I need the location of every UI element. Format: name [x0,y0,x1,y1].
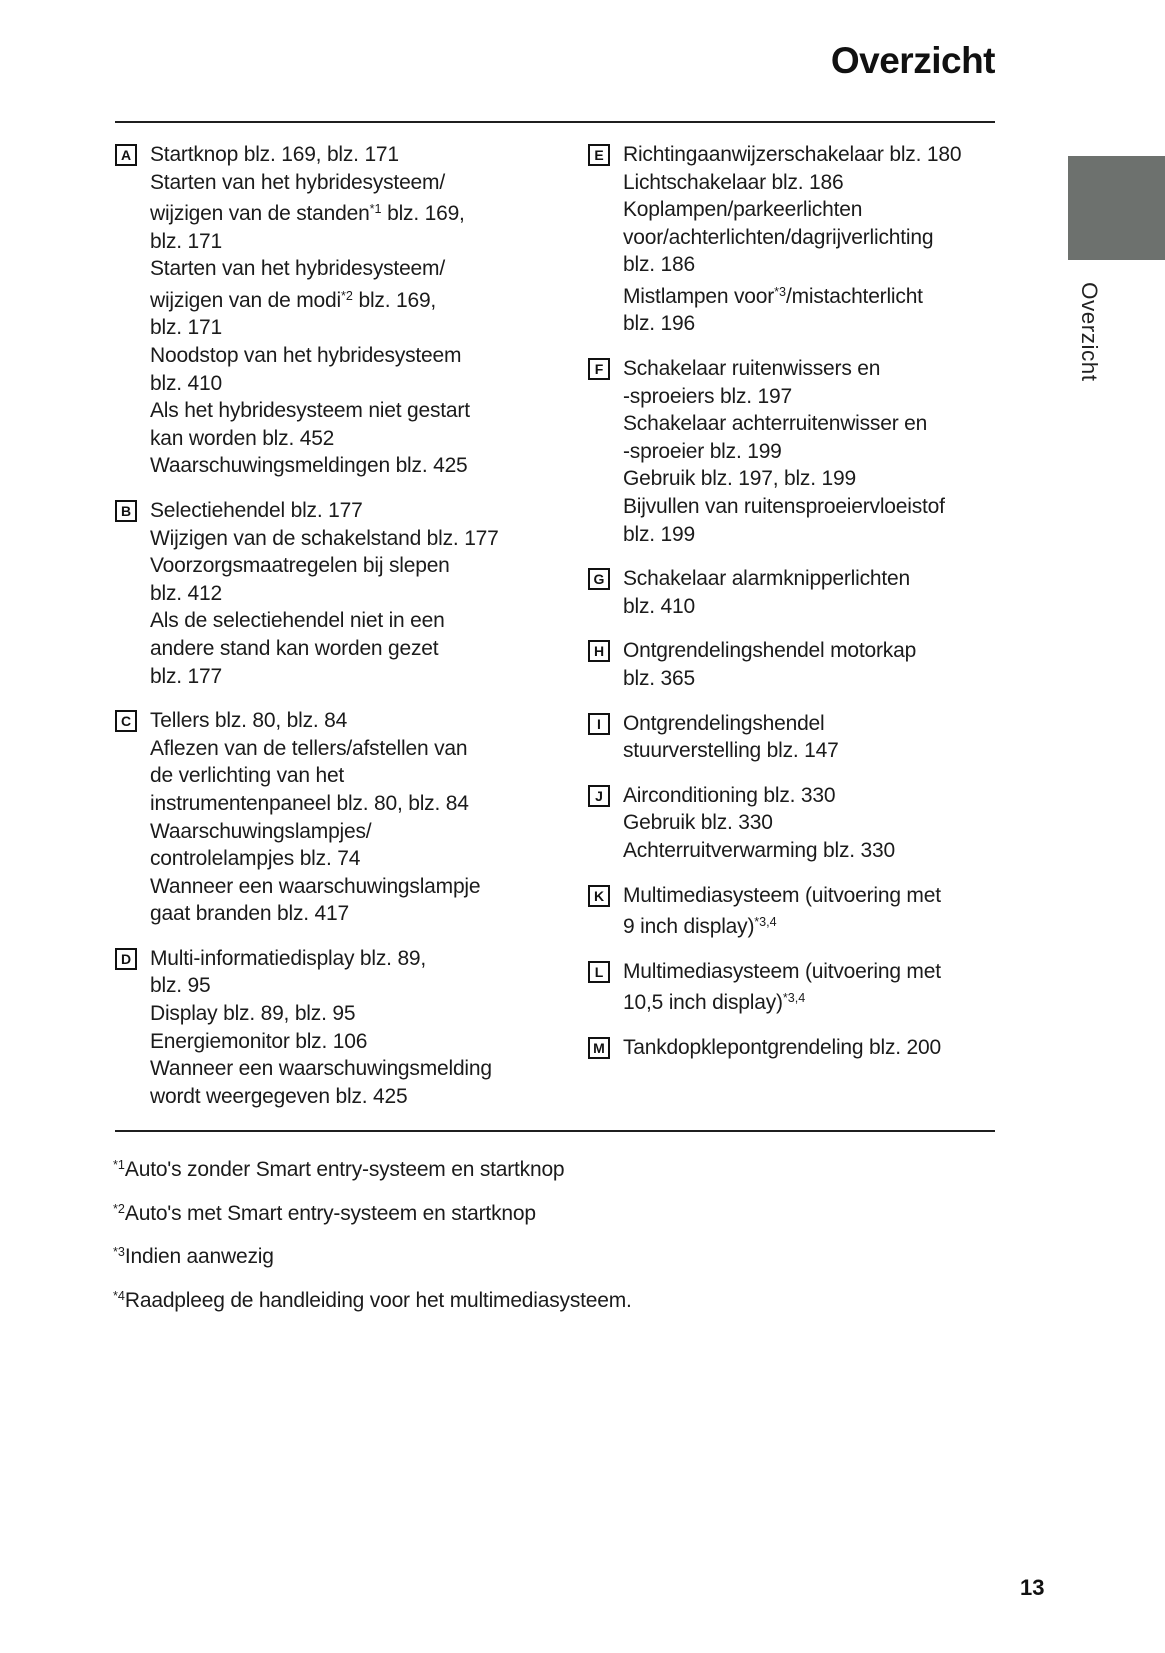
item-letter-badge: M [588,1037,610,1059]
footnote-marker: *4 [113,1288,125,1303]
text-line: Energiemonitor blz. 106 [150,1029,368,1053]
item-letter-badge: J [588,785,610,807]
text-line: blz. 186 [623,253,695,277]
footnote-text: Indien aanwezig [124,1244,274,1268]
item-text [623,637,995,692]
text-line: gaat branden blz. 417 [150,902,349,926]
item-letter-badge: A [115,144,137,166]
item-text [150,945,560,1111]
text-line: Selectiehendel blz. 177 [150,498,363,522]
text-line: Starten van het hybridesysteem/ [150,257,445,281]
overview-item-E [588,141,995,338]
text-line: blz. 410 [150,371,222,395]
text-line: Tellers blz. 80, blz. 84 [150,709,348,733]
text-line: Multi-informatiedisplay blz. 89, [150,946,427,970]
item-letter-badge: D [115,948,137,970]
overview-item-F [588,355,995,548]
text-line: Lichtschakelaar blz. 186 [623,170,844,194]
item-text [150,707,560,928]
text-line: blz. 171 [150,229,222,253]
column-left [115,141,560,1127]
item-letter-badge: I [588,713,610,735]
footnote [113,1283,632,1315]
item-text [623,710,995,765]
footnotes [113,1152,632,1326]
footnote-ref: *3 [774,284,786,299]
text-line: Schakelaar alarmknipperlichten [623,567,910,591]
text-line: blz. 412 [150,581,222,605]
page-number: 13 [1020,1575,1045,1600]
text-line: blz. 177 [150,664,222,688]
text-line: blz. 199 [623,522,695,546]
footnote-ref: *3,4 [782,991,806,1006]
item-text [623,958,995,1017]
item-letter-badge: E [588,144,610,166]
item-text [623,882,995,941]
overview-item-H [588,637,995,692]
text-line: de verlichting van het [150,764,345,788]
text-line: Noodstop van het hybridesysteem [150,344,462,367]
overview-item-C [115,707,560,928]
column-right [588,141,995,1078]
footnote-rule [115,1130,995,1132]
footnote-marker: *2 [113,1201,125,1216]
text-line: Mistlampen voor$^{*3}$/mistachterlicht [623,284,923,308]
text-line: Starten van het hybridesysteem/ [150,170,445,194]
text-line: Richtingaanwijzerschakelaar blz. 180 [623,143,962,166]
text-line: -sproeiers blz. 197 [623,384,792,408]
text-line: Als de selectiehendel niet in een [150,609,445,633]
item-letter-badge: C [115,710,137,732]
footnote [113,1196,632,1228]
page-title: Overzicht [830,40,995,81]
text-line: blz. 410 [623,594,695,618]
footnote-text: Raadpleeg de handleiding voor het multimediasysteem. [124,1288,632,1312]
text-line: blz. 171 [150,316,222,340]
text-line: instrumentenpaneel blz. 80, blz. 84 [150,791,469,815]
overview-item-A [115,141,560,480]
item-text [623,355,995,548]
text-line: 9 inch display)$^{*3,4}$ [623,915,777,939]
text-line: Schakelaar ruitenwissers en [623,357,881,381]
text-line: voor/achterlichten/dagrijverlichting [623,225,934,249]
item-text [623,141,995,338]
item-text [150,497,560,690]
text-line: wordt weergegeven blz. 425 [150,1084,408,1108]
text-line: Gebruik blz. 330 [623,811,773,835]
item-text [150,141,560,480]
footnote [113,1152,632,1184]
item-letter-badge: B [115,500,137,522]
item-letter-badge: G [588,568,610,590]
footnote-marker: *3 [113,1245,125,1260]
item-letter-badge: K [588,885,610,907]
text-line: Multimediasysteem (uitvoering met [623,959,941,983]
overview-item-D [115,945,560,1111]
text-line: blz. 196 [623,312,695,336]
text-line: Waarschuwingsmeldingen blz. 425 [150,454,468,478]
text-line: kan worden blz. 452 [150,426,335,450]
text-line: Airconditioning blz. 330 [623,783,836,807]
text-line: wijzigen van de modi$^{*2}$ blz. 169, [150,288,437,312]
text-line: 10,5 inch display)$^{*3,4}$ [623,991,806,1015]
text-line: Waarschuwingslampjes/ [150,819,372,843]
text-line: Bijvullen van ruitensproeiervloeistof [623,495,945,519]
text-line: Als het hybridesysteem niet gestart [150,399,470,423]
footnote [113,1239,632,1271]
item-letter-badge: H [588,640,610,662]
text-line: Display blz. 89, blz. 95 [150,1002,356,1026]
text-line: blz. 95 [150,974,211,998]
footnote-ref: *1 [369,202,382,217]
text-line: Startknop blz. 169, blz. 171 [150,143,399,166]
text-line: andere stand kan worden gezet [150,636,439,660]
overview-item-K [588,882,995,941]
item-text [623,565,995,620]
text-line: Gebruik blz. 197, blz. 199 [623,467,856,491]
text-line: controlelampjes blz. 74 [150,847,361,871]
footnote-ref: *2 [340,288,353,303]
text-line: Achterruitverwarming blz. 330 [623,838,895,862]
overview-item-I [588,710,995,765]
text-line: Wanneer een waarschuwingsmelding [150,1057,492,1081]
item-letter-badge: F [588,358,610,380]
overview-item-B [115,497,560,690]
item-letter-badge: L [588,961,610,983]
text-line: stuurverstelling blz. 147 [623,739,839,763]
overview-item-M [588,1034,995,1062]
title-rule [115,121,995,123]
footnote-ref: *3,4 [754,915,777,930]
item-text [623,1034,995,1062]
chapter-tab-label: Overzicht [1077,282,1102,382]
overview-item-J [588,782,995,865]
text-line: blz. 365 [623,667,695,691]
item-text [623,782,995,865]
text-line: Voorzorgsmaatregelen bij slepen [150,554,450,578]
text-line: Wanneer een waarschuwingslampje [150,874,481,898]
text-line: wijzigen van de standen$^{*1}$ blz. 169, [150,202,465,226]
text-line: Aflezen van de tellers/afstellen van [150,736,468,760]
footnote-text: Auto's zonder Smart entry-systeem en startknop [124,1157,565,1181]
footnote-marker: *1 [113,1158,125,1172]
text-line: Ontgrendelingshendel motorkap [623,639,917,663]
overview-index [115,141,995,1127]
text-line: Schakelaar achterruitenwisser en [623,412,928,436]
text-line: Multimediasysteem (uitvoering met [623,883,941,907]
text-line: Wijzigen van de schakelstand blz. 177 [150,526,499,550]
text-line: Ontgrendelingshendel [623,711,825,735]
overview-item-G [588,565,995,620]
footnote-text: Auto's met Smart entry-systeem en startknop [124,1201,536,1225]
text-line: Koplampen/parkeerlichten [623,198,863,222]
chapter-tab [1068,156,1165,260]
text-line: Tankdopklepontgrendeling blz. 200 [623,1035,941,1059]
text-line: -sproeier blz. 199 [623,439,782,463]
overview-item-L [588,958,995,1017]
